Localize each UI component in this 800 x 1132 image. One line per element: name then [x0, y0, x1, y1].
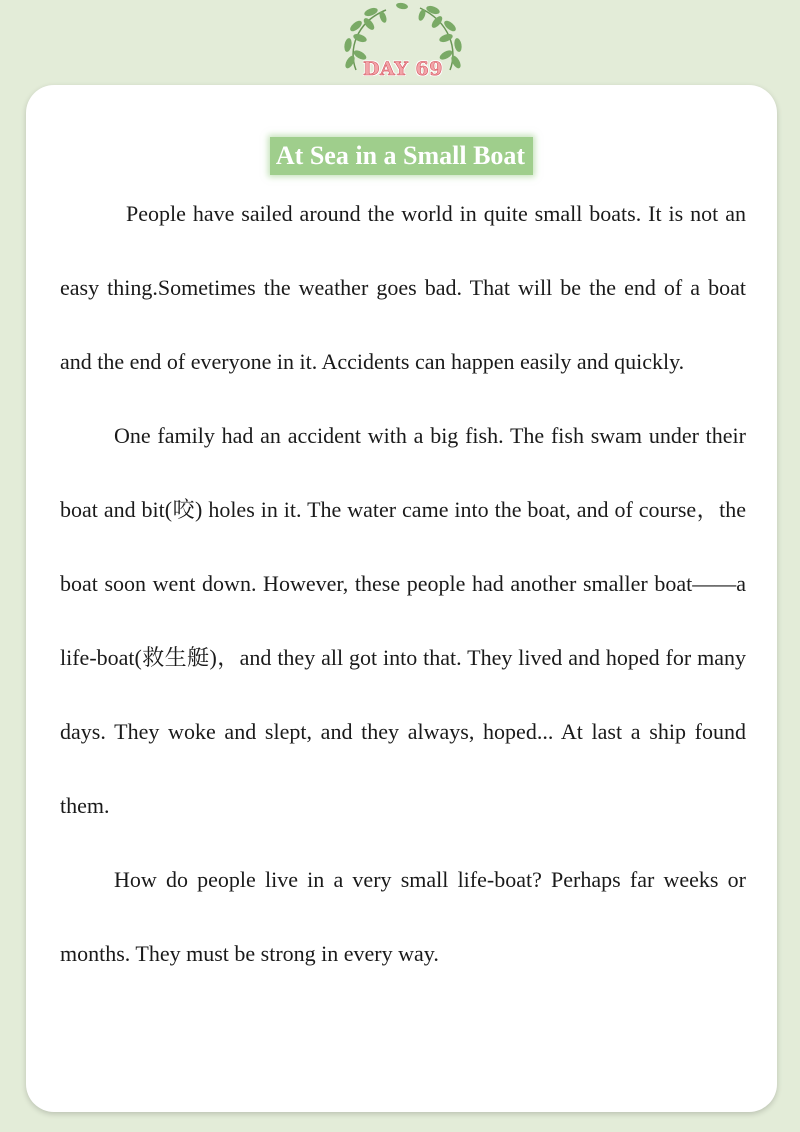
day-label: DAY 69 [363, 58, 443, 80]
page-title: At Sea in a Small Boat [270, 137, 533, 175]
paragraph: People have sailed around the world in quite small boats. It is not an easy thing.Sometimes the weather goes bad. That will be the end of a boat and the end of everyone in it. Accidents can happen easily and quickly. [60, 201, 746, 374]
content-card [26, 85, 777, 1112]
paragraph: How do people live in a very small life-boat? Perhaps far weeks or months. They must be strong in every way. [60, 867, 746, 966]
title-wrap [26, 137, 777, 175]
paragraph: One family had an accident with a big fish. The fish swam under their boat and bit(咬) holes in it. The water came into the boat, and of course，the boat soon went down. However, these people had another smaller boat——a life-boat(救生艇)，and they all got into that. They lived and hoped for many days. They woke and slept, and they always, hoped... At last a ship found them. [60, 423, 746, 818]
article-body [60, 177, 746, 991]
day-badge [338, 0, 468, 84]
